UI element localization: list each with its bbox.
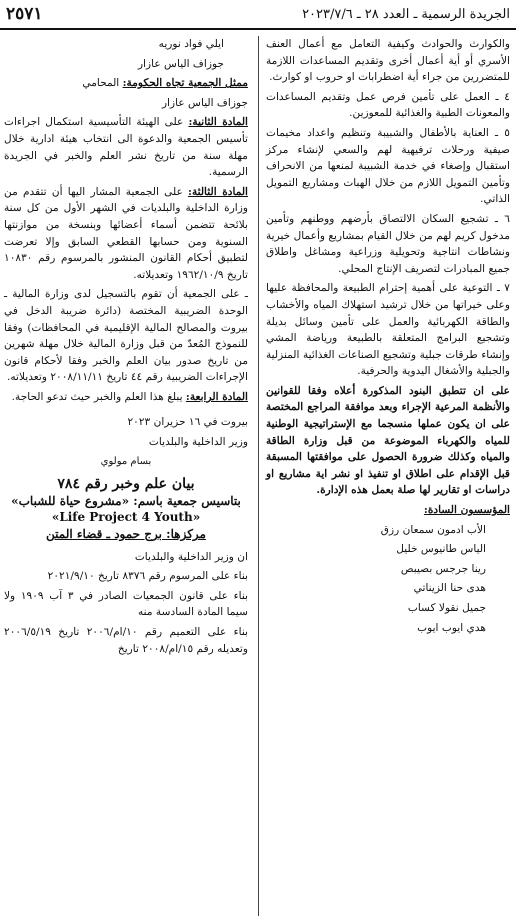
article-text: يبلغ هذا العلم والخبر حيث تدعو الحاجة. <box>11 390 183 403</box>
left-column <box>4 36 248 660</box>
founders-list <box>266 522 510 637</box>
page-header <box>0 0 516 30</box>
founder-name: هدي ايوب ايوب <box>417 621 486 634</box>
paragraph: ٧ ـ التوعية على أهمية إحترام الطبيعة والمحافظة عليها وعلى خيراتها من خلال ترشيد استهلاك المياه والأخشاب والطاقة الكهربائية والعمل على تأمين وسائل بديلة وتشجيع البرامج المتعلقة بالطبيعة ورياضة المشي وإنشاء طرقات جبلية وتشجيع الصناعات الغذائية المنزلية والجبلية والأشغال اليدوية والحرفية. <box>266 282 510 378</box>
signature: بسام مولوي <box>100 455 152 467</box>
founders-heading: المؤسسون السادة: <box>423 504 510 517</box>
article-label: المادة الثانية: <box>188 116 249 129</box>
right-column <box>266 36 510 639</box>
article-four <box>4 389 248 406</box>
conditions-paragraph: على ان تتطبق البنود المذكورة أعلاه وفقا للقوانين والأنظمة المرعية الإجراء وبعد موافقة المراجع المختصة على ان يكون عملها منسجما مع الإستراتيجية الوطنية للمياه والكهرباء الموضوعة من قبل وزارة الطاقة والمياه وكذلك ضرورة الحصول على موافقتها المسبقة قبل الإقدام على اطلاق او تنفيذ او نشر اية مشاريع او دراسات او تقارير لها صلة بعمل هذه الإدارة. <box>266 384 510 497</box>
founder-name: هدى حنا الزيناتي <box>413 582 486 595</box>
paragraph: والكوارث والحوادث وكيفية التعامل مع أعمال العنف الأسري أو أية أعمال أخرى وتقديم المساعدات اللازمة للمتضررين من جراء أية اضطرابات او حروب او كوارث. <box>266 38 510 84</box>
article-text: على الهيئة التأسيسية استكمال اجراءات تأسيس الجمعية والدعوة الى انتخاب هيئة ادارية خلال مهلة سنة من تاريخ نشر العلم والخبر في الجريدة الرسمية. <box>4 116 248 179</box>
founder-name: جميل نقولا كساب <box>407 602 486 614</box>
notice-title: بيان علم وخبر رقم ٧٨٤ <box>57 476 195 493</box>
founder-name: ايلي فواد نوريه <box>158 38 224 50</box>
article-label: المادة الرابعة: <box>185 390 248 403</box>
founder-name: رينا جرجس بصيبص <box>400 562 486 575</box>
article-text: على الجمعية المشار اليها أن تتقدم من وزارة الداخلية والبلديات في الشهر الأول من كل سنة بلائحة تتضمن أسماء أعضائها وبنسخة من موازنتها السنوية ومن حسابها القطعي السابق وإلا تعرضت لتطبيق أحكام القانون المنشور بالمرسوم رقم ١٠٨٣٠ تاريخ ١٩٦٢/١٠/٩ وتعديلاته. <box>4 185 248 281</box>
gazette-title: الجريدة الرسمية ـ العدد ٢٨ ـ ٢٠٢٣/٧/٦ <box>302 7 510 22</box>
notice-english-name: «Life Project 4 Youth» <box>51 510 201 525</box>
article-label: المادة الثالثة: <box>188 185 248 198</box>
page-number: ٢٥٧١ <box>6 4 43 24</box>
representative-line <box>4 75 248 92</box>
notice-body-line: ان وزير الداخلية والبلديات <box>134 550 248 563</box>
article-two <box>4 114 248 180</box>
founder-name: الياس طانيوس خليل <box>396 543 486 556</box>
paragraph: ٦ ـ تشجيع السكان الالتصاق بأرضهم ووطنهم وتأمين مدخول كريم لهم من خلال القيام بمشاريع وأعمال خيرية ونشاطات انتاجية وتحويلية وزراعية ومشاغل واطلاق جميع المبادرات لتصريف الإنتاج المحلي. <box>266 212 510 275</box>
notice-association: بتاسيس جمعية باسم: «مشروع حياة للشباب» <box>11 493 241 508</box>
founder-name: جوزاف الياس عازار <box>137 57 224 70</box>
notice-body-line: بناء على التعميم رقم ١٠/ام/٢٠٠٦ تاريخ ٢٠٠٦/٥/١٩ وتعديله رقم ١٥/ام/٢٠٠٨ تاريخ <box>4 626 248 655</box>
paragraph: ٤ ـ العمل على تأمين فرص عمل وتقديم المساعدات والمعونات الطبية والغذائية للمعوزين. <box>266 90 510 120</box>
column-divider <box>258 36 259 916</box>
signoff-minister: وزير الداخلية والبلديات <box>148 436 248 449</box>
notice-body-line: بناء على قانون الجمعيات الصادر في ٣ آب ١٩٠٩ ولا سيما المادة السادسة منه <box>4 589 248 619</box>
signoff-place-date: بيروت في ١٦ حزيران ٢٠٢٣ <box>127 416 248 429</box>
notice-location: مركزها: برج حمود ـ قضاء المتن <box>46 527 206 542</box>
founder-name: الأب ادمون سمعان رزق <box>380 523 486 536</box>
representative-role: المحامي <box>82 77 120 90</box>
tax-registration-paragraph: ـ على الجمعية أن تقوم بالتسجيل لدى وزارة المالية ـ الوحدة الضريبية المختصة (دائرة ضريبة الدخل في بيروت والمصالح المالية الإقليمية في المحافظات) وفقا للنموذج المُعدّ من قبل وزارة المالية خلال مهلة شهرين من تاريخ صدور بيان العلم والخبر وفقا لأحكام قانون الإجراءات الضريبية رقم ٤٤ تاريخ ٢٠٠٨/١١/١١ وتعديلاته. <box>4 288 248 384</box>
representative-name: جوزاف الياس عازار <box>161 96 248 109</box>
paragraph: ٥ ـ العناية بالأطفال والشبيبة وتنظيم واعداد مخيمات صيفية ورحلات ترفيهية لهم والسعي لإنشاء مركز استقبال وإصغاء في خدمة الشبيبة لمنعها من الانحراف وتأمين التمويل اللازم من خلال الهبات ومشاريع التمويل الذاتي. <box>266 126 510 206</box>
notice-body-line: بناء على المرسوم رقم ٨٣٧٦ تاريخ ٢٠٢١/٩/١٠ <box>47 570 248 583</box>
article-three <box>4 184 248 284</box>
representative-heading: ممثل الجمعية تجاه الحكومة: <box>122 77 248 90</box>
